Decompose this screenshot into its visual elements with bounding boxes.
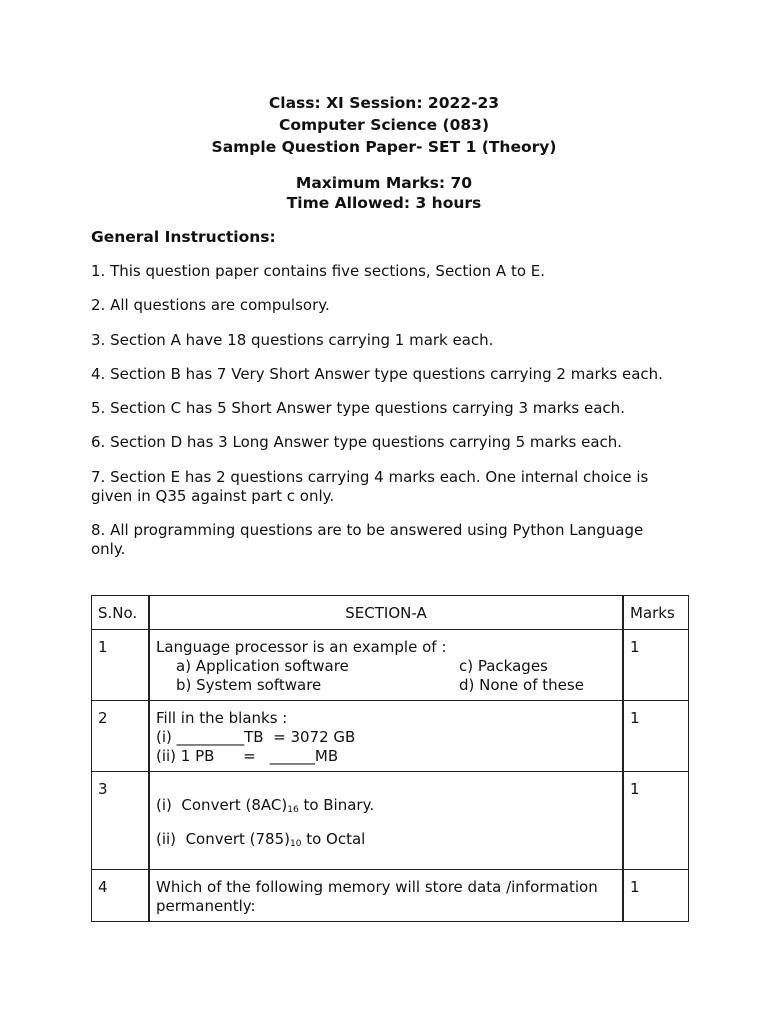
convert-part-2-text: (ii) Convert (785) — [156, 830, 290, 848]
subject-heading: Computer Science (083) — [278, 116, 490, 134]
question-marks: 1 — [623, 870, 689, 922]
instruction-item: 4. Section B has 7 Very Short Answer type questions carrying 2 marks each. — [91, 365, 663, 383]
table-row — [92, 630, 689, 701]
convert-part-1-suffix: to Binary. — [298, 796, 375, 814]
instructions-title: General Instructions: — [91, 228, 276, 246]
time-allowed: Time Allowed: 3 hours — [286, 194, 482, 212]
question-number: 1 — [92, 630, 150, 701]
question-number: 3 — [92, 772, 150, 870]
instruction-item: 2. All questions are compulsory. — [91, 296, 330, 314]
question-marks: 1 — [623, 630, 689, 701]
maximum-marks: Maximum Marks: 70 — [295, 174, 473, 192]
instruction-item: 7. Section E has 2 questions carrying 4 marks each. One internal choice is given in Q35 against part c only. — [91, 468, 649, 505]
paper-title: Sample Question Paper- SET 1 (Theory) — [211, 138, 557, 156]
instruction-item: 1. This question paper contains five sections, Section A to E. — [91, 262, 546, 280]
marks-header: Marks — [623, 596, 689, 630]
section-header: SECTION-A — [149, 596, 623, 630]
instruction-item: 5. Section C has 5 Short Answer type questions carrying 3 marks each. — [91, 399, 625, 417]
question-number: 4 — [92, 870, 150, 922]
question-text: Which of the following memory will store data /information permanently: — [149, 870, 623, 922]
question-marks: 1 — [623, 772, 689, 870]
question-cell — [149, 701, 623, 772]
blank-line-2: (ii) 1 PB = ______MB — [156, 747, 339, 765]
class-session-heading: Class: XI Session: 2022-23 — [268, 94, 500, 112]
convert-part-2-suffix: to Octal — [301, 830, 366, 848]
table-row — [92, 772, 689, 870]
instruction-item: 6. Section D has 3 Long Answer type questions carrying 5 marks each. — [91, 433, 623, 451]
question-text: Language processor is an example of : — [156, 638, 447, 656]
convert-part-1-text: (i) Convert (8AC) — [156, 796, 288, 814]
question-text: Fill in the blanks : — [156, 709, 288, 727]
convert-part-1 — [156, 796, 616, 815]
blank-line-1: (i) _________TB = 3072 GB — [156, 728, 356, 746]
question-number: 2 — [92, 701, 150, 772]
section-a-table — [91, 595, 689, 922]
question-cell — [149, 630, 623, 701]
question-marks: 1 — [623, 701, 689, 772]
base-subscript: 16 — [287, 805, 299, 815]
option-a: a) Application software — [176, 657, 349, 675]
table-row — [92, 870, 689, 922]
base-subscript: 10 — [290, 839, 302, 849]
option-b: b) System software — [176, 676, 322, 694]
convert-part-2 — [156, 830, 616, 849]
sno-header: S.No. — [92, 596, 150, 630]
option-d: d) None of these — [459, 676, 584, 694]
question-cell — [149, 772, 623, 870]
table-header-row — [92, 596, 689, 630]
options-row — [156, 676, 616, 695]
table-row — [92, 701, 689, 772]
instruction-item: 8. All programming questions are to be answered using Python Language only. — [91, 521, 644, 558]
options-row — [156, 657, 616, 676]
option-c: c) Packages — [459, 657, 548, 675]
instruction-item: 3. Section A have 18 questions carrying 1 mark each. — [91, 331, 494, 349]
